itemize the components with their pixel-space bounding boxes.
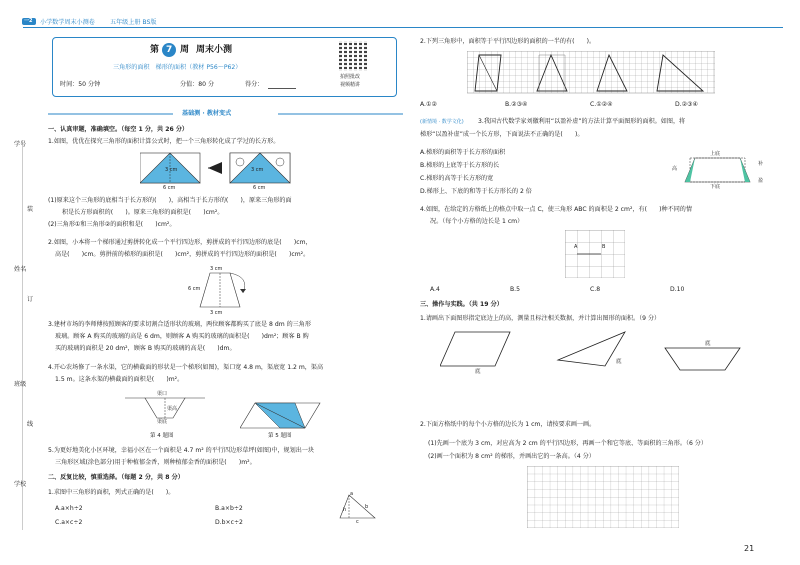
score-label: 分值：80 分 xyxy=(180,81,215,88)
fig4-caption: 第 4 题图 xyxy=(150,433,174,439)
s1-q5-a: 5.为更好地美化小区环境，幸福小区在一个面积是 4.7 m² 的平行四边形草坪(如图)中，规划出一块 xyxy=(48,447,315,454)
side-xuehao: 学号 xyxy=(14,141,27,148)
s2-q1-optB[interactable]: B.a×b÷2 xyxy=(215,505,243,512)
s2-q1-optA[interactable]: A.a×h÷2 xyxy=(55,505,83,512)
side-xian: 线 xyxy=(27,421,34,428)
week-number: 7 xyxy=(166,45,173,55)
s2-q4-D[interactable]: D.10 xyxy=(670,286,685,293)
q4-point-A: A xyxy=(574,244,578,250)
q5-figure xyxy=(240,400,325,430)
s3-q2: 2.下面方格纸中的每个小方格的边长为 1 cm，请按要求画一画。 xyxy=(420,421,596,428)
s1-q4-a: 4.开心农场修了一条水渠，它的横截面的形状是一个梯形(如图)，渠口宽 4.8 m，渠底宽 1.2 m，渠高 xyxy=(48,364,324,371)
q4-grid-figure xyxy=(565,230,625,278)
q4-point-B: B xyxy=(602,244,606,250)
s3-q2-1: (1)先画一个底为 3 cm，对应高为 2 cm 的平行四边形，再画一个和它等底、等面积的三角形。（6 分） xyxy=(428,440,707,447)
s3-q2-2: (2)画一个面积为 8 cm² 的梯形，并画出它的一条高。（4 分） xyxy=(428,453,595,460)
s3-heading: 三、操作与实践。（共 19 分） xyxy=(420,301,503,308)
s3-q1-base-1: 底 xyxy=(475,369,481,375)
q2-grid-figures xyxy=(467,51,715,95)
week-prefix: 第 xyxy=(150,45,160,55)
s3-q1: 1.请画出下面图形指定底边上的高，测量且标注相关数据，并计算出图形的面积。（9 分） xyxy=(420,315,661,322)
fig1-h-label: 3 cm xyxy=(165,167,178,173)
side-xuexiao: 学校 xyxy=(14,481,27,488)
fig2-top: 3 cm xyxy=(210,266,223,272)
s2-q3-C[interactable]: C.梯形的高等于长方形的宽 xyxy=(420,175,494,182)
tri-label-b: b xyxy=(365,504,369,510)
fig4-bottom: 渠底 xyxy=(157,419,168,425)
s1-q1-text: 1.如图，优优在探究三角形的面积计算公式时，把一个三角形转化成了学过的长方形。 xyxy=(48,138,280,145)
side-xingming: 姓名 xyxy=(14,266,27,273)
qr-caption-1: 拍照批改 xyxy=(340,74,361,80)
qr-code-pattern xyxy=(339,41,369,71)
fig1b-h-label: 3 cm xyxy=(251,167,264,173)
fig4-height: 渠高 xyxy=(167,406,178,412)
s2-q4-b: 况。（每个小方格的边长是 1 cm） xyxy=(430,218,524,225)
side-zhuang: 装 xyxy=(27,206,34,213)
s1-q1-1b: 积是长方形面积的( )。原来三角形的面积是( )cm²。 xyxy=(62,209,224,216)
s1-q5-b: 三角形区域(涂色部分)用于种植郁金香，则种植郁金香的面积是( )m²。 xyxy=(55,459,256,466)
binding-line xyxy=(22,140,23,530)
s1-q1-1: (1)原来这个三角形的底相当于长方形的( )，高相当于长方形的( )，原来三角形的面 xyxy=(48,197,292,204)
s2-q4-C[interactable]: C.8 xyxy=(590,286,601,293)
s1-q3-a: 3.建材市场的李师傅按照顾客的要求切割合适形状的玻璃，两位顾客都购买了底是 8 dm 的三角形 xyxy=(48,321,311,328)
page-number: 21 xyxy=(744,544,755,553)
tri-label-a: a xyxy=(350,491,354,497)
s2-q2-A[interactable]: A.①② xyxy=(420,101,437,108)
q3-fig-bu: 补 xyxy=(758,161,764,167)
time-label: 时间：50 分钟 xyxy=(60,81,101,88)
s2-q2-D[interactable]: D.②③④ xyxy=(675,101,699,108)
s1-q3-b: 玻璃。顾客 A 购买的玻璃的高是 6 dm，则顾客 A 购买的玻璃的面积是( )dm²；顾客 B 购 xyxy=(55,333,309,340)
side-ding: 订 xyxy=(27,296,34,303)
s3-q1-figures xyxy=(440,328,760,378)
week-suffix: 周 xyxy=(180,45,190,55)
section-title: 基础测 · 教材变式 xyxy=(182,110,232,117)
fig1b-base-label: 6 cm xyxy=(253,185,266,191)
s2-q2-C[interactable]: C.①②④ xyxy=(590,101,613,108)
fig1-base-label: 6 cm xyxy=(163,185,176,191)
qr-caption-2: 视频精讲 xyxy=(340,82,361,88)
s2-q4-A[interactable]: A.4 xyxy=(430,286,440,293)
side-banji: 班级 xyxy=(14,381,27,388)
tri-label-c: c xyxy=(356,519,359,525)
test-subtitle: 三角形的面积 梯形的面积（教材 P56～P62） xyxy=(113,64,242,71)
s2-q3-tag: (新情境 · 数学文化) xyxy=(420,119,464,125)
q3-fig-gao: 高 xyxy=(672,166,678,172)
q3-fig-bottom: 下底 xyxy=(710,184,721,190)
s2-q1-optC[interactable]: C.a×c÷2 xyxy=(55,519,83,526)
s3-q1-base-2: 底 xyxy=(616,359,622,365)
s2-q3-b: 梯形“以盈补虚”成一个长方形，下面说法不正确的是( )。 xyxy=(420,131,584,138)
tri-label-h: h xyxy=(343,507,347,513)
series-name: 小学数学周末小测卷 xyxy=(40,19,95,26)
s1-q1-2: (2)三角形①和三角形②的面积和是( )cm²。 xyxy=(48,221,176,228)
s3-q1-base-3: 底 xyxy=(705,341,711,347)
s2-q4-B[interactable]: B.5 xyxy=(510,286,520,293)
fig2-bottom: 3 cm xyxy=(210,310,223,316)
s2-q3-a: 3.我国古代数学家刘徽利用“以盈补虚”的方法计算平面图形的面积。如图，将 xyxy=(478,118,686,125)
test-title: 周末小测 xyxy=(196,45,233,55)
s1-q2-b: 高是( )cm。剪拼前的梯形的面积是( )cm²，剪拼成的平行四边形的面积是( )cm²。 xyxy=(55,251,310,258)
s2-q1-optD[interactable]: D.b×c÷2 xyxy=(215,519,243,526)
s1-q3-c: 买的玻璃的面积是 20 dm²，顾客 B 购买的玻璃的高是( )dm。 xyxy=(55,345,236,352)
s2-q2: 2.下列三角形中，面积等于平行四边形的面积的一半的有( )。 xyxy=(420,38,596,45)
series-badge: 一2 xyxy=(24,18,33,24)
series-logo xyxy=(22,18,36,25)
s1-q2-a: 2.如图，小本将一个梯形通过剪拼转化成一个平行四边形，剪拼成的平行四边形的底是( )cm， xyxy=(48,239,312,246)
fig5-caption: 第 5 题图 xyxy=(268,433,292,439)
s2-q4-a: 4.如图，在给定的方格纸上的格点中取一点 C，使三角形 ABC 的面积是 2 cm²，有( )种不同的情 xyxy=(420,206,692,213)
grade-label: 五年级上册 BS版 xyxy=(110,19,157,26)
s2-q3-A[interactable]: A.梯形的面积等于长方形的面积 xyxy=(420,149,506,156)
fig4-mouth: 渠口 xyxy=(157,391,168,397)
q3-fig-ying: 盈 xyxy=(758,178,764,184)
s2-q3-D[interactable]: D.梯形上、下底的和等于长方形长的 2 倍 xyxy=(420,188,532,195)
got-label: 得分： xyxy=(245,81,264,88)
q3-fig-top: 上底 xyxy=(710,151,721,157)
s2-heading: 二、反复比较，慎重选择。（每题 2 分，共 8 分） xyxy=(48,474,184,481)
got-blank xyxy=(268,88,296,89)
s3-q2-grid[interactable] xyxy=(527,466,679,528)
fig2-h: 6 cm xyxy=(188,286,201,292)
s2-q1: 1.求图中三角形的面积，列式正确的是( )。 xyxy=(48,489,175,496)
s2-q3-B[interactable]: B.梯形的上底等于长方形的长 xyxy=(420,162,500,169)
q2-figure xyxy=(195,265,270,315)
s1-heading: 一、认真审题，准确填空。（每空 1 分，共 26 分） xyxy=(48,126,189,133)
s1-q4-b: 1.5 m。这条水渠的横截面的面积是( )m²。 xyxy=(55,376,184,383)
s2-q2-B[interactable]: B.②③④ xyxy=(505,101,528,108)
